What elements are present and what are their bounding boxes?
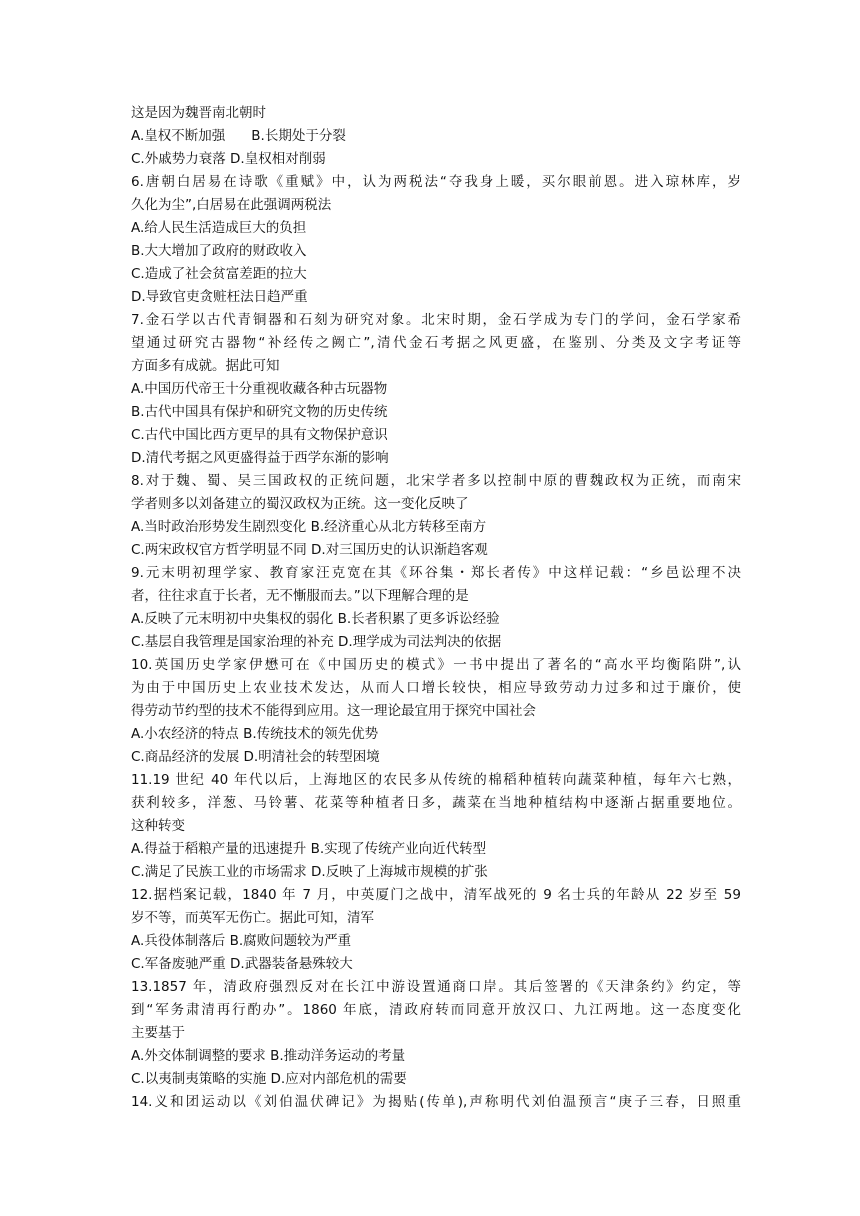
option-b: B.长期处于分裂 bbox=[251, 128, 346, 144]
question-stem-line: 9.元末明初理学家、教育家汪克宽在其《环谷集・郑长者传》中这样记载：“乡邑讼理不决 bbox=[131, 565, 741, 581]
question-stem-line: 方面多有成就。据此可知 bbox=[131, 358, 280, 374]
option-line: C.商品经济的发展 D.明清社会的转型困境 bbox=[131, 749, 380, 765]
question-stem-line: 主要基于 bbox=[131, 1025, 185, 1041]
option-line: C.造成了社会贫富差距的拉大 bbox=[131, 266, 307, 282]
option-line: D.清代考据之风更盛得益于西学东渐的影响 bbox=[131, 450, 389, 466]
question-stem-line: 13.1857 年，清政府强烈反对在长江中游设置通商口岸。其后签署的《天津条约》约定，等 bbox=[131, 979, 741, 995]
question-stem-line: 6.唐朝白居易在诗歌《重赋》中，认为两税法“夺我身上暖，买尔眼前恩。进入琼林库，岁 bbox=[131, 174, 741, 190]
question-stem-line: 12.据档案记载，1840 年 7 月，中英厦门之战中，清军战死的 9 名士兵的年龄从 22 岁至 59 bbox=[131, 887, 741, 903]
question-stem-line: 10.英国历史学家伊懋可在《中国历史的模式》一书中提出了著名的“高水平均衡陷阱”,认 bbox=[131, 657, 741, 673]
question-stem-line: 学者则多以刘备建立的蜀汉政权为正统。这一变化反映了 bbox=[131, 496, 469, 512]
question-stem-line: 这是因为魏晋南北朝时 bbox=[131, 105, 266, 121]
question-stem-line: 望通过研究古器物“补经传之阙亡”,清代金石考据之风更盛，在鉴别、分类及文字考证等 bbox=[131, 335, 741, 351]
option-line: C.军备废驰严重 D.武器装备悬殊较大 bbox=[131, 956, 353, 972]
option-a: A.皇权不断加强 bbox=[131, 128, 226, 144]
question-stem-line: 为由于中国历史上农业技术发达，从而人口增长较快，相应导致劳动力过多和过于廉价，使 bbox=[131, 680, 741, 696]
question-stem-line: 久化为尘”,白居易在此强调两税法 bbox=[131, 197, 332, 213]
option-line: A.小农经济的特点 B.传统技术的领先优势 bbox=[131, 726, 379, 742]
question-stem-line: 获利较多，洋葱、马铃薯、花菜等种植者日多，蔬菜在当地种植结构中逐渐占据重要地位。 bbox=[131, 795, 741, 811]
option-line: A.外交体制调整的要求 B.推动洋务运动的考量 bbox=[131, 1048, 406, 1064]
question-stem-line: 14.义和团运动以《刘伯温伏碑记》为揭贴(传单),声称明代刘伯温预言“庚子三春，日照重 bbox=[131, 1094, 741, 1110]
option-line: A.兵役体制落后 B.腐败问题较为严重 bbox=[131, 933, 352, 949]
question-stem-line: 8.对于魏、蜀、吴三国政权的正统问题，北宋学者多以控制中原的曹魏政权为正统，而南宋 bbox=[131, 473, 741, 489]
option-line bbox=[131, 125, 741, 148]
question-stem-line: 11.19 世纪 40 年代以后，上海地区的农民多从传统的棉稻种植转向蔬菜种植，每年六七熟， bbox=[131, 772, 741, 788]
option-line: C.两宋政权官方哲学明显不同 D.对三国历史的认识渐趋客观 bbox=[131, 542, 488, 558]
question-stem-line: 7.金石学以古代青铜器和石刻为研究对象。北宋时期，金石学成为专门的学问，金石学家希 bbox=[131, 312, 741, 328]
option-line: B.古代中国具有保护和研究文物的历史传统 bbox=[131, 404, 388, 420]
question-stem-line: 得劳动节约型的技术不能得到应用。这一理论最宜用于探究中国社会 bbox=[131, 703, 536, 719]
option-line: C.基层自我管理是国家治理的补充 D.理学成为司法判决的依据 bbox=[131, 634, 502, 650]
question-stem-line: 到“军务肃清再行酌办”。1860 年底，清政府转而同意开放汉口、九江两地。这一态度变化 bbox=[131, 1002, 741, 1018]
question-stem-line: 者，往往求直于长者，无不慚服而去。”以下理解合理的是 bbox=[131, 588, 469, 604]
option-line: A.得益于稻粮产量的迅速提升 B.实现了传统产业向近代转型 bbox=[131, 841, 487, 857]
option-line: C.以夷制夷策略的实施 D.应对内部危机的需要 bbox=[131, 1071, 407, 1087]
option-line: C.古代中国比西方更早的具有文物保护意识 bbox=[131, 427, 388, 443]
option-line: C.满足了民族工业的市场需求 D.反映了上海城市规模的扩张 bbox=[131, 864, 488, 880]
option-line: C.外戚势力衰落 D.皇权相对削弱 bbox=[131, 151, 326, 167]
question-stem-line: 岁不等，而英军无伤亡。据此可知，清军 bbox=[131, 910, 374, 926]
option-line: A.反映了元末明初中央集权的弱化 B.长者积累了更多诉讼经验 bbox=[131, 611, 500, 627]
option-line: A.中国历代帝王十分重视收藏各种古玩器物 bbox=[131, 381, 388, 397]
option-line: B.大大增加了政府的财政收入 bbox=[131, 243, 307, 259]
exam-page bbox=[131, 102, 741, 1114]
option-line: D.导致官吏贪赃枉法日趋严重 bbox=[131, 289, 308, 305]
option-line: A.给人民生活造成巨大的负担 bbox=[131, 220, 307, 236]
option-line: A.当时政治形势发生剧烈变化 B.经济重心从北方转移至南方 bbox=[131, 519, 487, 535]
question-stem-line: 这种转变 bbox=[131, 818, 185, 834]
